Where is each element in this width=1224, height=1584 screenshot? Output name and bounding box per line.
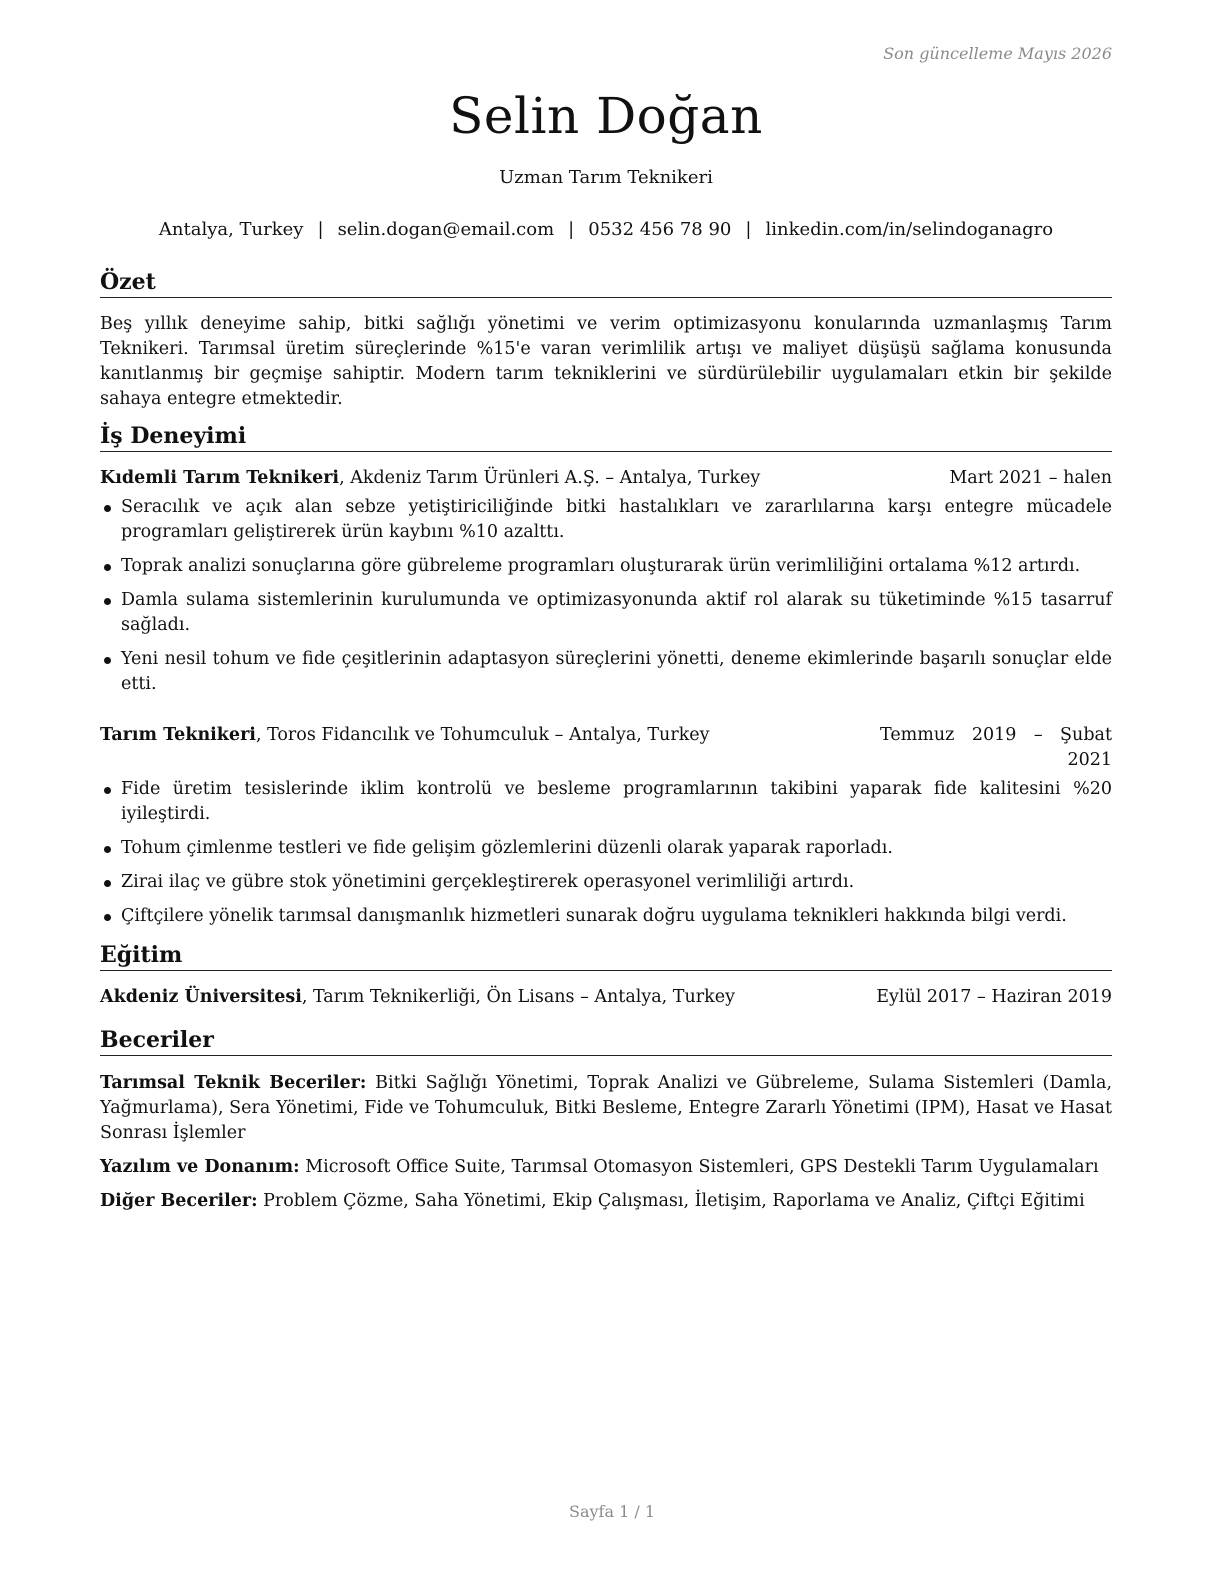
job-role: [100, 723, 710, 773]
candidate-title: Uzman Tarım Teknikeri: [499, 167, 713, 188]
skill-group-label: Yazılım ve Donanım:: [100, 1157, 300, 1177]
contact-separator: |: [745, 219, 752, 240]
candidate-name: Selin Doğan: [449, 87, 763, 145]
job-entry: [100, 466, 1112, 697]
skill-group: [100, 1155, 1112, 1180]
job-bullets: [100, 777, 1112, 929]
job-role: [100, 466, 760, 491]
job-bullet: Damla sulama sistemlerinin kurulumunda ve optimizasyonunda aktif rol alarak su tüketiminde %15 tasarruf sağladı.: [100, 588, 1112, 638]
page-number: Sayfa 1 / 1: [568, 1502, 655, 1521]
job-dates: Temmuz 2019 – Şubat 2021: [880, 725, 1112, 770]
contact-separator: |: [568, 219, 575, 240]
job-header: [100, 723, 1112, 773]
job-organization: , Akdeniz Tarım Ürünleri A.Ş. – Antalya, Turkey: [339, 468, 761, 488]
skill-group: [100, 1189, 1112, 1214]
skill-group: [100, 1071, 1112, 1146]
education-section: [100, 941, 1112, 1010]
contact-linkedin[interactable]: linkedin.com/in/selindoganagro: [765, 219, 1054, 240]
job-organization: , Toros Fidancılık ve Tohumculuk – Antalya, Turkey: [255, 725, 710, 745]
job-bullet: Seracılık ve açık alan sebze yetiştiriciliğinde bitki hastalıkları ve zararlılarına karşı entegre mücadele programları geliştirerek ürün kaybını %10 azalttı.: [100, 495, 1112, 545]
education-degree: [100, 985, 735, 1010]
experience-section: [100, 422, 1112, 929]
skill-group-value: Problem Çözme, Saha Yönetimi, Ekip Çalışması, İletişim, Raporlama ve Analiz, Çiftçi Eğitimi: [257, 1191, 1085, 1211]
job-title: Tarım Teknikeri: [100, 725, 256, 745]
job-entry: [100, 723, 1112, 929]
skill-group-value: Microsoft Office Suite, Tarımsal Otomasyon Sistemleri, GPS Destekli Tarım Uygulamaları: [299, 1157, 1099, 1177]
job-bullet: Toprak analizi sonuçlarına göre gübreleme programları oluşturarak ürün verimliliğini ortalama %12 artırdı.: [100, 554, 1112, 579]
job-bullet: Fide üretim tesislerinde iklim kontrolü ve besleme programlarının takibini yaparak fide kalitesini %20 iyileştirdi.: [100, 777, 1112, 827]
contact-phone[interactable]: 0532 456 78 90: [588, 219, 732, 240]
summary-text: Beş yıllık deneyime sahip, bitki sağlığı yönetimi ve verim optimizasyonu konularında uzmanlaşmış Tarım Teknikeri. Tarımsal üretim süreçlerinde %15'e varan verimlilik artışı ve maliyet düşüşü sağlama konusunda kanıtlanmış bir geçmişe sahiptir. Modern tarım tekniklerini ve sürdürülebilir uygulamaları etkin bir şekilde sahaya entegre etmektedir.: [100, 314, 1112, 409]
skill-group-value: Bitki Sağlığı Yönetimi, Toprak Analizi ve Gübreleme, Sulama Sistemleri (Damla, Yağmurlama), Sera Yönetimi, Fide ve Tohumculuk, Bitki Besleme, Entegre Zararlı Yönetimi (IPM), Hasat ve Hasat Sonrası İşlemler: [100, 1073, 1113, 1143]
job-title: Kıdemli Tarım Teknikeri: [100, 468, 340, 488]
education-dates: Eylül 2017 – Haziran 2019: [876, 987, 1112, 1007]
job-bullet: Çiftçilere yönelik tarımsal danışmanlık hizmetleri sunarak doğru uygulama teknikleri hakkında bilgi verdi.: [100, 904, 1112, 929]
contact-location: Antalya, Turkey: [158, 219, 304, 240]
experience-heading: İş Deneyimi: [100, 422, 1112, 452]
contact-separator: |: [317, 219, 324, 240]
job-header: [100, 466, 1112, 491]
job-bullets: [100, 495, 1112, 697]
skill-group-label: Tarımsal Teknik Beceriler:: [100, 1073, 367, 1093]
school-name: Akdeniz Üniversitesi: [100, 987, 302, 1007]
contact-line: [100, 218, 1112, 242]
summary-heading: Özet: [100, 268, 1112, 298]
education-entry: [100, 985, 1112, 1010]
summary-section: [100, 268, 1112, 412]
skills-section: [100, 1026, 1112, 1214]
education-details: , Tarım Teknikerliği, Ön Lisans – Antalya, Turkey: [301, 987, 735, 1007]
contact-email[interactable]: selin.dogan@email.com: [337, 219, 555, 240]
job-bullet: Zirai ilaç ve gübre stok yönetimini gerçekleştirerek operasyonel verimliliği artırdı.: [100, 870, 1112, 895]
job-bullet: Tohum çimlenme testleri ve fide gelişim gözlemlerini düzenli olarak yaparak raporladı.: [100, 836, 1112, 861]
last-updated-note: Son güncelleme Mayıs 2026: [883, 44, 1112, 63]
resume-page: [100, 84, 1112, 1214]
job-bullet: Yeni nesil tohum ve fide çeşitlerinin adaptasyon süreçlerini yönetti, deneme ekimlerinde başarılı sonuçlar elde etti.: [100, 647, 1112, 697]
job-dates: Mart 2021 – halen: [949, 468, 1112, 488]
education-heading: Eğitim: [100, 941, 1112, 971]
skill-group-label: Diğer Beceriler:: [100, 1191, 258, 1211]
skills-heading: Beceriler: [100, 1026, 1112, 1056]
